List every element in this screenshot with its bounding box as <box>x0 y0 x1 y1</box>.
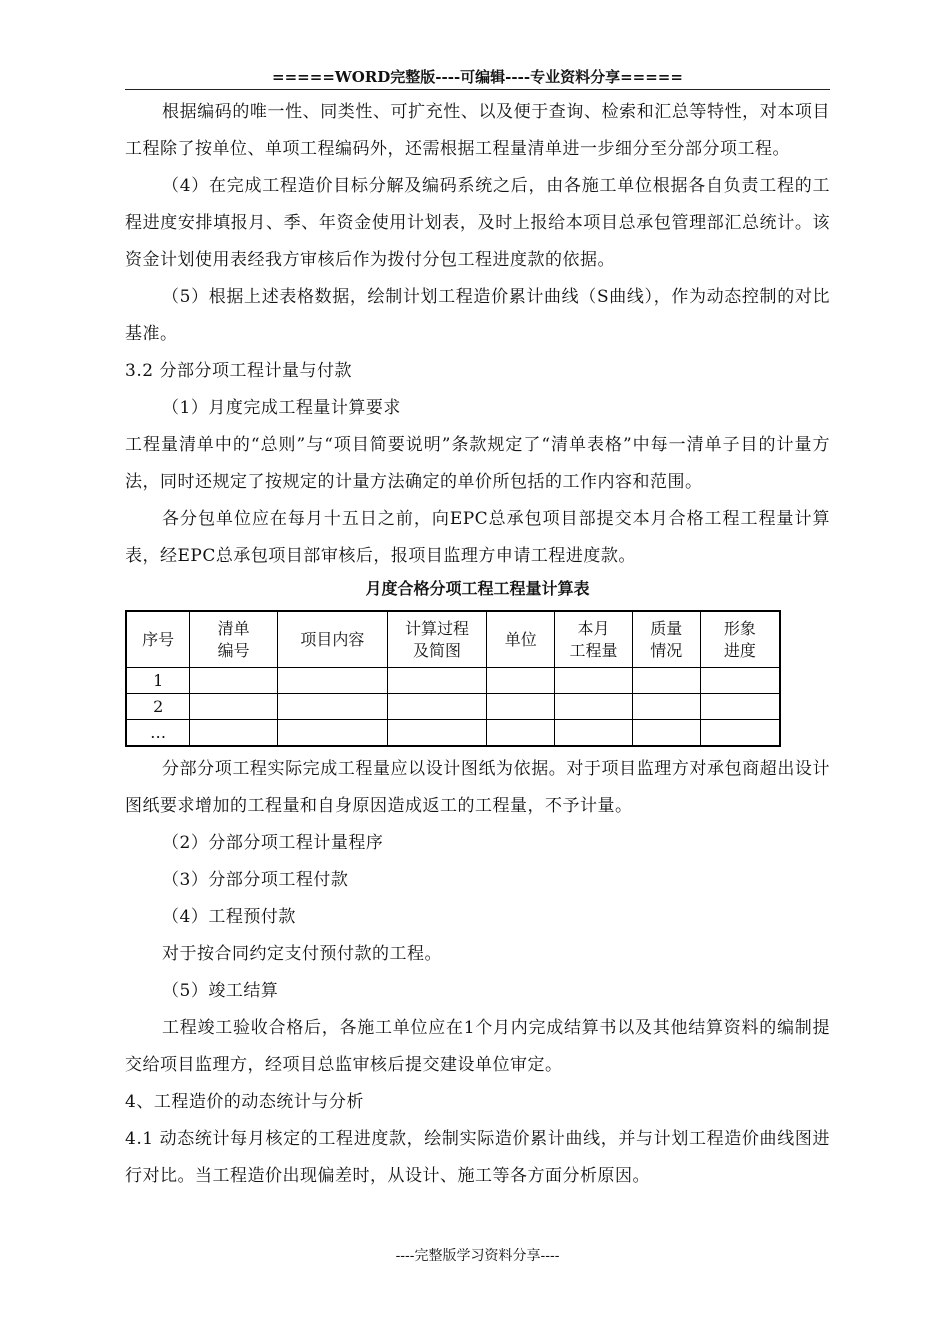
table-header-cell <box>387 611 487 668</box>
paragraph-bill-of-quantities: 工程量清单中的“总则”与“项目简要说明”条款规定了“清单表格”中每一清单子目的计量方法，同时还规定了按规定的计量方法确定的单价所包括的工作内容和范围。 <box>125 435 830 492</box>
table-header-text: 工程量 <box>569 640 618 660</box>
row-number-cell: … <box>126 720 190 747</box>
quantity-calculation-table <box>125 610 781 747</box>
table-cell <box>387 668 487 694</box>
table-header-cell <box>555 611 633 668</box>
table-cell <box>190 668 278 694</box>
list-item-payment: （3）分部分项工程付款 <box>162 870 349 890</box>
table-cell <box>700 668 780 694</box>
table-header-cell <box>190 611 278 668</box>
table-header-text: 项目内容 <box>300 629 365 649</box>
table-cell <box>190 694 278 720</box>
paragraph-measurement-basis: 分部分项工程实际完成工程量应以设计图纸为依据。对于项目监理方对承包商超出设计图纸要求增加的工程量和自身原因造成返工的工程量，不予计量。 <box>125 759 830 816</box>
table-body <box>126 668 780 747</box>
table-header-row <box>126 611 780 668</box>
table-header-text: 进度 <box>723 640 756 660</box>
table-header-text: 编号 <box>217 640 250 660</box>
table-cell <box>487 694 555 720</box>
table-header-text: 清单 <box>217 618 250 638</box>
table-header-cell <box>632 611 700 668</box>
table-cell <box>190 720 278 747</box>
section-heading-4: 4、工程造价的动态统计与分析 <box>125 1092 364 1112</box>
table-row <box>126 720 780 747</box>
list-item-measurement-procedure: （2）分部分项工程计量程序 <box>162 833 384 853</box>
table-header-cell <box>487 611 555 668</box>
row-number-cell: 2 <box>126 694 190 720</box>
table-header-cell <box>126 611 190 668</box>
table-cell <box>387 694 487 720</box>
table-row <box>126 668 780 694</box>
paragraph-advance-payment: 对于按合同约定支付预付款的工程。 <box>162 944 442 964</box>
table-header-text: 形象 <box>723 618 756 638</box>
table-cell <box>632 694 700 720</box>
table-cell <box>487 668 555 694</box>
table-header-text: 单位 <box>504 629 537 649</box>
paragraph-fund-plan: （4）在完成工程造价目标分解及编码系统之后，由各施工单位根据各自负责工程的工程进度安排填报月、季、年资金使用计划表，及时上报给本项目总承包管理部汇总统计。该资金计划使用表经我方审核后作为拨付分包工程进度款的依据。 <box>125 176 830 270</box>
table-header-cell <box>700 611 780 668</box>
page-header: =====WORD完整版----可编辑----专业资料分享===== <box>125 66 830 90</box>
table-cell <box>278 694 388 720</box>
row-number-cell: 1 <box>126 668 190 694</box>
paragraph-subcontractor-submission: 各分包单位应在每月十五日之前，向EPC总承包项目部提交本月合格工程工程量计算表，经EPC总承包项目部审核后，报项目监理方申请工程进度款。 <box>125 509 830 566</box>
table-header-text: 本月 <box>577 618 610 638</box>
section-heading-3-2: 3.2 分部分项工程计量与付款 <box>125 361 352 381</box>
list-item-monthly-quantity: （1）月度完成工程量计算要求 <box>162 398 401 418</box>
table-header-text: 计算过程 <box>405 618 470 638</box>
table-cell <box>387 720 487 747</box>
table-cell <box>278 668 388 694</box>
paragraph-coding: 根据编码的唯一性、同类性、可扩充性、以及便于查询、检索和汇总等特性，对本项目工程除了按单位、单项工程编码外，还需根据工程量清单进一步细分至分部分项工程。 <box>125 102 830 159</box>
table-cell <box>487 720 555 747</box>
table-header-cell <box>278 611 388 668</box>
table-title: 月度合格分项工程工程量计算表 <box>365 579 590 598</box>
table-cell <box>555 694 633 720</box>
document-body <box>125 94 830 1195</box>
table-header-text: 质量 <box>650 618 683 638</box>
table-header-text: 情况 <box>650 640 683 660</box>
list-item-final-settlement: （5）竣工结算 <box>162 981 279 1001</box>
table-cell <box>555 720 633 747</box>
list-item-advance-payment: （4）工程预付款 <box>162 907 296 927</box>
page-footer: ----完整版学习资料分享---- <box>395 1248 560 1264</box>
table-header-text: 序号 <box>142 629 175 649</box>
table-row <box>126 694 780 720</box>
paragraph-s-curve: （5）根据上述表格数据，绘制计划工程造价累计曲线（S曲线），作为动态控制的对比基准。 <box>125 287 830 344</box>
paragraph-dynamic-statistics: 4.1 动态统计每月核定的工程进度款，绘制实际造价累计曲线，并与计划工程造价曲线图进行对比。当工程造价出现偏差时，从设计、施工等各方面分析原因。 <box>125 1129 830 1186</box>
table-cell <box>632 720 700 747</box>
paragraph-final-settlement: 工程竣工验收合格后，各施工单位应在1个月内完成结算书以及其他结算资料的编制提交给项目监理方，经项目总监审核后提交建设单位审定。 <box>125 1018 830 1075</box>
table-cell <box>555 668 633 694</box>
table-cell <box>700 694 780 720</box>
table-header-text: 及简图 <box>413 640 462 660</box>
table-cell <box>700 720 780 747</box>
table-cell <box>278 720 388 747</box>
table-cell <box>632 668 700 694</box>
